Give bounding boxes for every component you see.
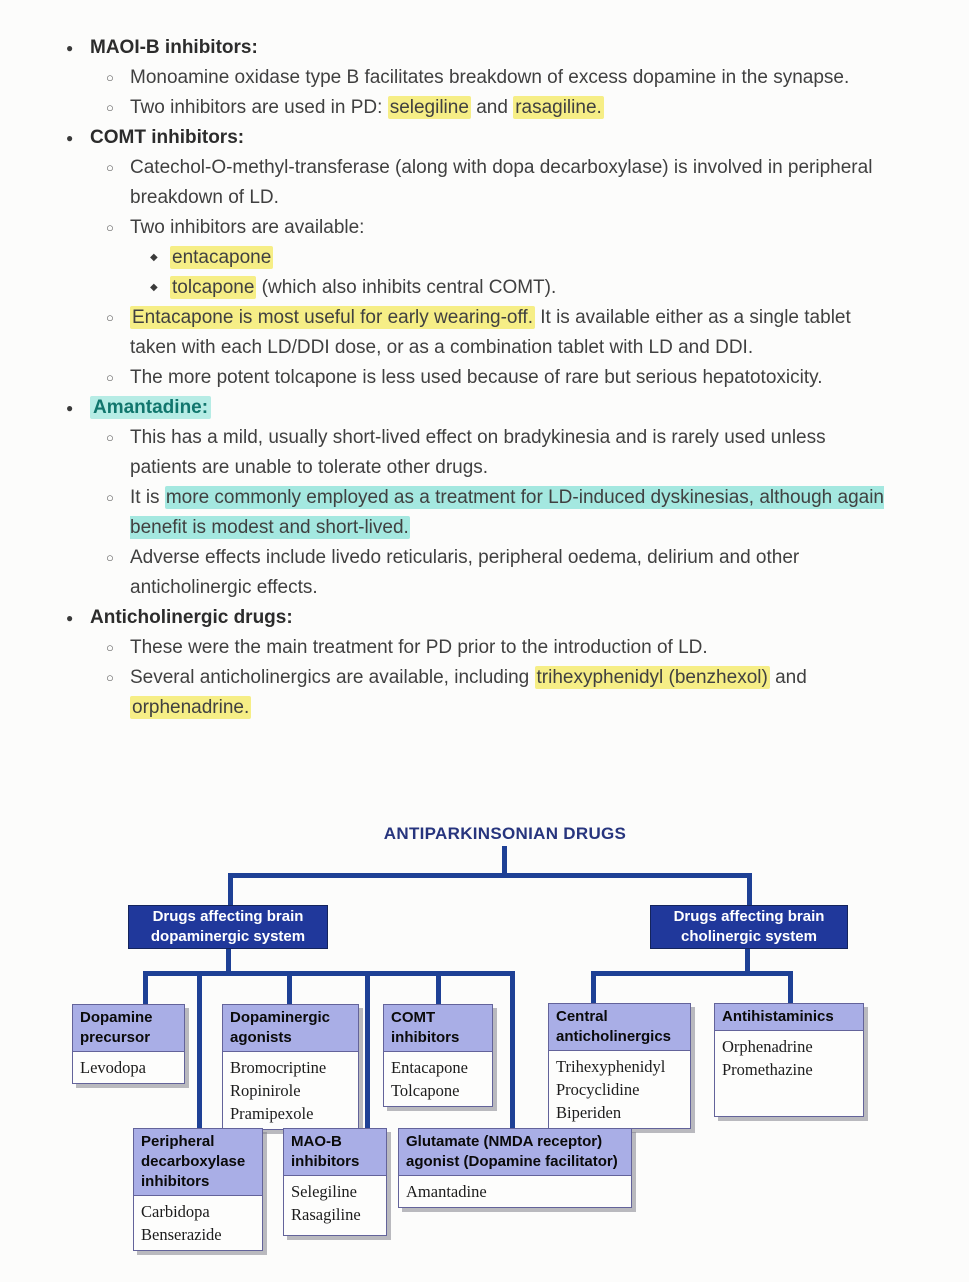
note-text: MAOI-B inhibitors: bbox=[90, 37, 258, 58]
node-drug-list bbox=[399, 1176, 631, 1207]
note-item bbox=[60, 633, 884, 663]
connector-line bbox=[510, 971, 515, 1132]
note-text bbox=[90, 393, 211, 423]
note-text: Several anticholinergics are available, including trihexyphenidyl (benzhexol) and orphenadrine. bbox=[130, 667, 807, 718]
highlighted-text: rasagiline. bbox=[515, 97, 602, 118]
node-peripheral-decarboxylase-inhibitors bbox=[133, 1128, 263, 1251]
disc-bullet-icon: ● bbox=[66, 131, 74, 145]
node-title: MAO-B inhibitors bbox=[284, 1129, 386, 1176]
node-title: Dopaminergic agonists bbox=[223, 1005, 358, 1052]
node-title: COMT inhibitors bbox=[384, 1005, 492, 1052]
node-central-anticholinergics bbox=[548, 1003, 691, 1129]
node-drug-item: Ropinirole bbox=[230, 1081, 301, 1100]
disc-bullet-icon: ● bbox=[66, 611, 74, 625]
circle-bullet-icon: ○ bbox=[106, 160, 114, 175]
node-dopaminergic-agonists bbox=[222, 1004, 359, 1130]
note-item bbox=[60, 153, 884, 213]
note-item bbox=[60, 393, 884, 423]
node-drug-item: Levodopa bbox=[80, 1058, 146, 1077]
node-drug-list bbox=[284, 1176, 386, 1235]
connector-line bbox=[747, 873, 752, 907]
node-drug-list bbox=[549, 1051, 690, 1128]
note-text bbox=[170, 243, 273, 273]
note-item bbox=[60, 63, 884, 93]
note-item bbox=[60, 363, 884, 393]
node-drug-item: Benserazide bbox=[141, 1225, 222, 1244]
note-item bbox=[60, 33, 884, 63]
node-title: Peripheral decarboxylase inhibitors bbox=[134, 1129, 262, 1196]
node-comt-inhibitors bbox=[383, 1004, 493, 1107]
connector-line bbox=[365, 971, 370, 1132]
node-drug-item: Carbidopa bbox=[141, 1202, 210, 1221]
note-item bbox=[60, 663, 884, 723]
connector-line bbox=[228, 873, 752, 878]
note-text: Adverse effects include livedo reticularis, peripheral oedema, delirium and other anticholinergic effects. bbox=[130, 547, 800, 598]
node-drug-list bbox=[384, 1052, 492, 1106]
node-drug-list bbox=[715, 1031, 863, 1116]
node-drug-item: Biperiden bbox=[556, 1103, 622, 1122]
note-item bbox=[60, 543, 884, 603]
circle-bullet-icon: ○ bbox=[106, 100, 114, 115]
node-title: Glutamate (NMDA receptor) agonist (Dopamine facilitator) bbox=[399, 1129, 631, 1176]
note-item bbox=[60, 423, 884, 483]
node-drug-item: Entacapone bbox=[391, 1058, 468, 1077]
note-text: These were the main treatment for PD prior to the introduction of LD. bbox=[130, 637, 708, 658]
connector-line bbox=[593, 971, 793, 976]
circle-bullet-icon: ○ bbox=[106, 670, 114, 685]
node-drug-item: Pramipexole bbox=[230, 1104, 314, 1123]
notes-section bbox=[60, 33, 884, 723]
note-text: COMT inhibitors: bbox=[90, 127, 245, 148]
highlighted-text: trihexyphenidyl (benzhexol) bbox=[536, 667, 768, 688]
note-item bbox=[60, 123, 884, 153]
node-drug-item: Orphenadrine bbox=[722, 1037, 813, 1056]
node-antihistaminics bbox=[714, 1003, 864, 1117]
node-drug-list bbox=[73, 1052, 184, 1083]
node-title: Dopamine precursor bbox=[73, 1005, 184, 1052]
note-item bbox=[60, 213, 884, 243]
diamond-bullet-icon: ◆ bbox=[150, 282, 158, 293]
node-glutamate-agonist bbox=[398, 1128, 632, 1208]
node-drug-list bbox=[134, 1196, 262, 1250]
note-item bbox=[60, 303, 884, 363]
highlighted-text: Amantadine: bbox=[90, 396, 211, 419]
connector-line bbox=[436, 971, 441, 1008]
note-text: The more potent tolcapone is less used because of rare but serious hepatotoxicity. bbox=[130, 367, 823, 388]
node-drug-item: Trihexyphenidyl bbox=[556, 1057, 666, 1076]
note-text: This has a mild, usually short-lived effect on bradykinesia and is rarely used unless patients are unable to tolerate other drugs. bbox=[130, 427, 826, 478]
circle-bullet-icon: ○ bbox=[106, 370, 114, 385]
highlighted-text: Entacapone is most useful for early wearing-off. bbox=[132, 307, 533, 328]
node-mao-b-inhibitors bbox=[283, 1128, 387, 1236]
circle-bullet-icon: ○ bbox=[106, 220, 114, 235]
note-text: Two inhibitors are used in PD: selegiline and rasagiline. bbox=[130, 97, 602, 118]
note-text: Catechol-O-methyl-transferase (along with dopa decarboxylase) is involved in peripheral breakdown of LD. bbox=[130, 157, 873, 208]
note-item bbox=[60, 273, 884, 303]
circle-bullet-icon: ○ bbox=[106, 640, 114, 655]
note-item bbox=[60, 243, 884, 273]
node-drug-list bbox=[223, 1052, 358, 1129]
node-drug-item: Amantadine bbox=[406, 1182, 487, 1201]
connector-line bbox=[143, 971, 148, 1008]
note-text: It is more commonly employed as a treatment for LD-induced dyskinesias, although again benefit is modest and short-lived. bbox=[130, 487, 884, 538]
highlighted-text: tolcapone bbox=[172, 277, 255, 298]
node-drug-item: Selegiline bbox=[291, 1182, 357, 1201]
circle-bullet-icon: ○ bbox=[106, 430, 114, 445]
highlighted-text: selegiline bbox=[389, 97, 469, 118]
connector-line bbox=[197, 971, 202, 1132]
disc-bullet-icon: ● bbox=[66, 401, 74, 415]
connector-line bbox=[502, 846, 507, 874]
diamond-bullet-icon: ◆ bbox=[150, 252, 158, 263]
highlighted-text: orphenadrine. bbox=[132, 697, 250, 718]
branch-box-dopaminergic-branch: Drugs affecting brain dopaminergic system bbox=[128, 905, 328, 949]
disc-bullet-icon: ● bbox=[66, 41, 74, 55]
circle-bullet-icon: ○ bbox=[106, 70, 114, 85]
node-drug-item: Rasagiline bbox=[291, 1205, 361, 1224]
node-drug-item: Procyclidine bbox=[556, 1080, 640, 1099]
connector-line bbox=[228, 873, 233, 907]
note-text: Anticholinergic drugs: bbox=[90, 607, 293, 628]
highlighted-text: entacapone bbox=[172, 247, 272, 268]
circle-bullet-icon: ○ bbox=[106, 490, 114, 505]
connector-line bbox=[788, 971, 793, 1007]
node-title: Antihistaminics bbox=[715, 1004, 863, 1031]
node-title: Central anticholinergics bbox=[549, 1004, 690, 1051]
circle-bullet-icon: ○ bbox=[106, 310, 114, 325]
note-text: Two inhibitors are available: bbox=[130, 217, 365, 238]
connector-line bbox=[745, 949, 750, 973]
note-item bbox=[60, 603, 884, 633]
highlighted-text: more commonly employed as a treatment for LD-induced dyskinesias, although again benefit is modest and short-lived. bbox=[130, 487, 884, 538]
branch-box-cholinergic-branch: Drugs affecting brain cholinergic system bbox=[650, 905, 848, 949]
note-text: Monoamine oxidase type B facilitates breakdown of excess dopamine in the synapse. bbox=[130, 67, 850, 88]
connector-line bbox=[287, 971, 292, 1008]
diagram-title: ANTIPARKINSONIAN DRUGS bbox=[383, 824, 627, 843]
node-drug-item: Bromocriptine bbox=[230, 1058, 327, 1077]
notes-list bbox=[60, 33, 884, 723]
note-text: tolcapone (which also inhibits central COMT). bbox=[172, 277, 557, 298]
node-drug-item: Promethazine bbox=[722, 1060, 813, 1079]
circle-bullet-icon: ○ bbox=[106, 550, 114, 565]
node-dopamine-precursor bbox=[72, 1004, 185, 1084]
note-text: Entacapone is most useful for early wearing-off. It is available either as a single tablet taken with each LD/DDI dose, or as a combination tablet with LD and DDI. bbox=[130, 307, 851, 358]
node-drug-item: Tolcapone bbox=[391, 1081, 460, 1100]
note-item bbox=[60, 483, 884, 543]
connector-line bbox=[591, 971, 596, 1007]
note-item bbox=[60, 93, 884, 123]
connector-line bbox=[226, 949, 231, 973]
